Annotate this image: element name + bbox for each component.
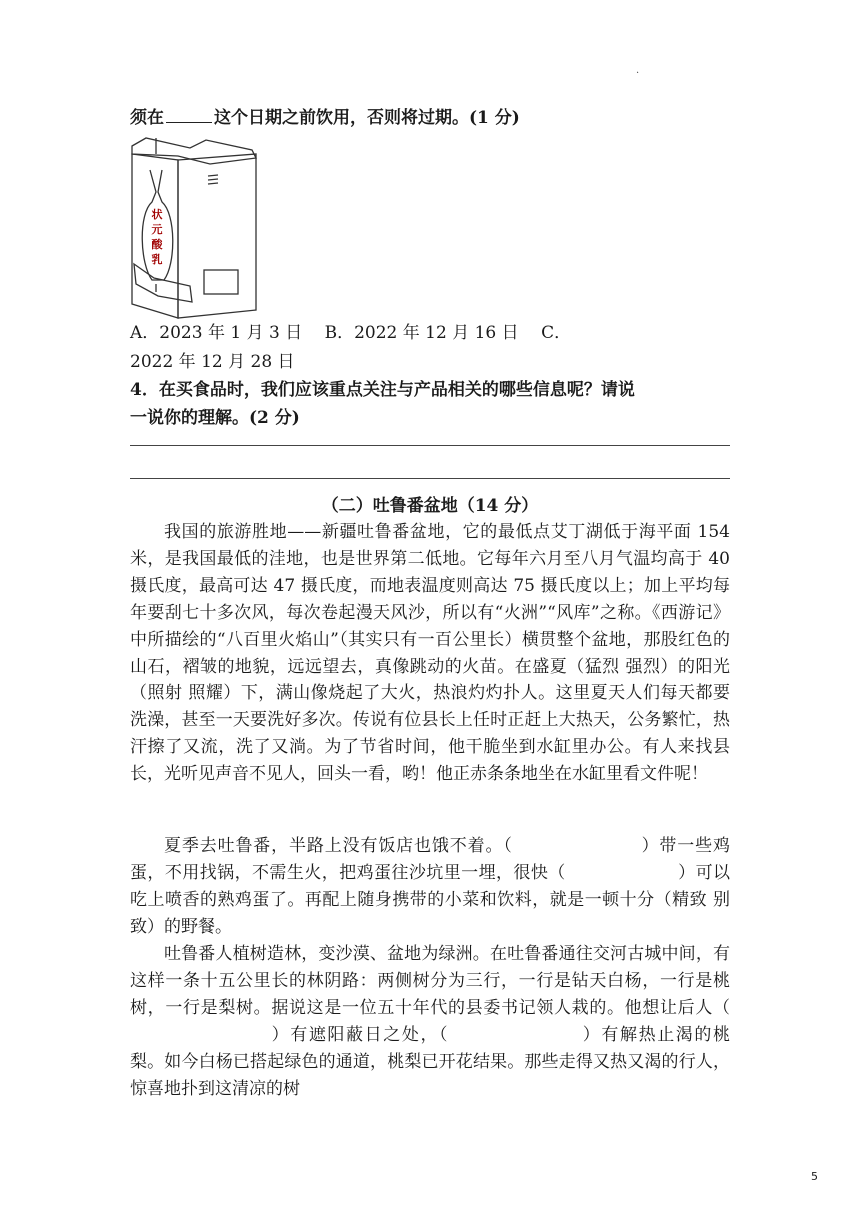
yogurt-package-image bbox=[128, 134, 260, 320]
answer-line[interactable] bbox=[130, 478, 730, 479]
label-char: 状 bbox=[151, 208, 163, 221]
answer-options bbox=[130, 319, 730, 377]
option-b[interactable]: B．2022 年 12 月 16 日 bbox=[324, 323, 519, 343]
question-4-line2: 一说你的理解。(2 分) bbox=[130, 408, 300, 428]
question-4-line1: 4．在买食品时，我们应该重点关注与产品相关的哪些信息呢？请说 bbox=[130, 380, 635, 400]
option-a[interactable]: A．2023 年 1 月 3 日 bbox=[130, 323, 303, 343]
label-char: 酸 bbox=[151, 238, 163, 251]
section-title: （二）吐鲁番盆地（14 分） bbox=[321, 496, 539, 516]
paragraph-3: 吐鲁番人植树造林，变沙漠、盆地为绿洲。在吐鲁番通往交河古城中间，有这样一条十五公里长的林阴路：两侧树分为三行，一行是钻天白杨，一行是桃树，一行是梨树。据说这是一位五十年代的县委书记领人栽的。他想让后人（）有遮阳蔽日之处，（ ）有解热止渴的桃梨。如今白杨已搭起绿色的通道，桃梨已开花结果。那些走得又热又渴的行人，惊喜地扑到这清凉的树 bbox=[130, 944, 731, 1099]
answer-blank[interactable] bbox=[166, 106, 212, 123]
paragraph-1: 我国的旅游胜地——新疆吐鲁番盆地，它的最低点艾丁湖低于海平面 154 米，是我国最低的洼地，也是世界第二低地。它每年六月至八月气温均高于 40 摄氏度，最高可达 47 摄氏度，而地表温度则高达 75 摄氏度以上；加上平均每年要刮七十多次风，每次卷起漫天风沙，所以有“火洲”“风库”之称。《西游记》中所描绘的“八百里火焰山”（其实只有一百公里长）横贯整个盆地，那股红色的山石，褶皱的地貌，远远望去，真像跳动的火苗。在盛夏（猛烈 强烈）的阳光（照射 照耀）下，满山像烧起了大火，热浪灼灼扑人。这里夏天人们每天都要洗澡，甚至一天要洗好多次。传说有位县长上任时正赶上大热天，公务繁忙，热汗擦了又流，洗了又淌。为了节省时间，他干脆坐到水缸里办公。有人来找县长，光听见声音不见人，回头一看，哟！他正赤条条地坐在水缸里看文件呢！ bbox=[130, 522, 730, 785]
question-3-tail: 须在 这个日期之前饮用，否则将过期。(1 分) bbox=[130, 108, 520, 128]
label-char: 乳 bbox=[151, 253, 163, 266]
label-char: 元 bbox=[151, 223, 163, 236]
page-mark: · bbox=[636, 68, 640, 79]
page-number: 5 bbox=[811, 1170, 818, 1183]
paragraph-2: 夏季去吐鲁番，半路上没有饭店也饿不着。（ ）带一些鸡蛋，不用找锅，不需生火，把鸡蛋往沙坑里一埋，很快（ ）可以吃上喷香的熟鸡蛋了。再配上随身携带的小菜和饮料，就是一顿十分（精致 别致）的野餐。 bbox=[130, 836, 731, 937]
answer-line[interactable] bbox=[130, 445, 730, 446]
option-c[interactable]: C．2022 年 12 月 28 日 bbox=[130, 323, 572, 372]
